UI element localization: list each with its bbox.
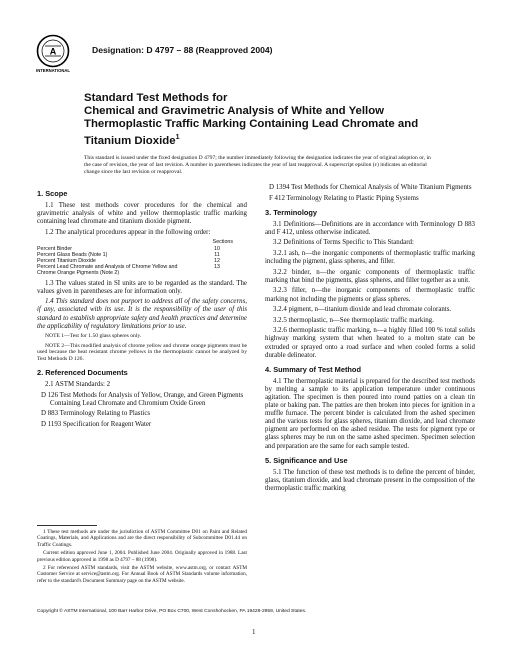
sections-row-num: 12	[214, 258, 220, 265]
para-1-3: 1.3 The values stated in SI units are to be regarded as the standard. The values given in parentheses are for information only.	[37, 279, 247, 295]
reference-item: D 126 Test Methods for Analysis of Yellow, Orange, and Green Pigments Containing Lead Chromate and Chromium Oxide Green	[41, 391, 244, 407]
para-1-4: 1.4 This standard does not purport to address all of the safety concerns, if any, associated with its use. It is the responsibility of the user of this standard to establish appropriate safety and health practices and determine the applicability of regulatory limitations prior to use.	[37, 298, 247, 330]
para-3-2: 3.2 Definitions of Terms Specific to This Standard:	[273, 239, 414, 247]
para-3-2-4: 3.2.4 pigment, n—titanium dioxide and lead chromate colorants.	[273, 306, 452, 314]
footnote: Current edition approved June 1, 2004. Published June 2004. Originally approved in 1988. Last previous edition approved in 1998 as D 4797 – 88 (1998).	[37, 550, 247, 563]
para-5-1: 5.1 The function of these test methods is to define the percent of binder, glass, titanium dioxide, and lead chromate present in the composition of the thermoplastic traffic marking	[265, 468, 475, 492]
sections-row-num: 11	[214, 251, 220, 258]
para-1-1: 1.1 These test methods cover procedures for the chemical and gravimetric analysis of white and yellow thermoplastic traffic marking containing lead chromate and titanium dioxide pigment.	[37, 202, 247, 226]
para-3-2-5: 3.2.5 thermoplastic, n—See thermoplastic traffic marking.	[273, 316, 434, 324]
issuance-note: This standard is issued under the fixed designation D 4797; the number immediately following the designation indicates the year of original adoption or, in the case of revision, the year of last revision. A number in parentheses indicates the year of last reapproval. A superscript epsilon (ε) indicates an editorial change since the last revision or reapproval.	[84, 155, 431, 176]
para-3-2-3: 3.2.3 filler, n—the inorganic components of thermoplastic traffic marking not including the pigments or glass spheres.	[265, 287, 475, 303]
note-1: NOTE 1—Test for 1.50 glass spheres only.	[45, 333, 142, 340]
sections-row-num: 10	[214, 245, 220, 252]
section-heading-referenced-documents: 2. Referenced Documents	[37, 367, 128, 377]
reference-item: D 883 Terminology Relating to Plastics	[41, 410, 151, 418]
sections-row	[37, 264, 247, 276]
para-3-2-2: 3.2.2 binder, n—the organic components of thermoplastic traffic marking that bind the pigments, glass spheres, and filler together as a unit.	[265, 268, 475, 284]
sections-row-name: Percent Titanium Dioxide	[37, 258, 96, 265]
document-title	[84, 92, 464, 148]
sections-table	[37, 239, 247, 276]
astm-logo	[36, 34, 70, 74]
section-heading-terminology: 3. Terminology	[265, 207, 318, 217]
sections-row-name: Percent Binder	[37, 245, 73, 252]
sections-header: Sections	[212, 239, 233, 246]
para-1-2: 1.2 The analytical procedures appear in the following order:	[45, 228, 211, 236]
para-3-2-6: 3.2.6 thermoplastic traffic marking, n—a highly filled 100 % total solids highway marking system that when heated to a molten state can be extruded or sprayed onto a road surface and when cooled forms a solid durable delineator.	[265, 327, 475, 359]
title-main: Chemical and Gravimetric Analysis of White and Yellow Thermoplastic Traffic Marking Containing Lead Chromate and Titanium Dioxide	[84, 105, 419, 147]
svg-text:A: A	[49, 46, 57, 57]
section-heading-scope: 1. Scope	[37, 189, 68, 198]
para-4-1: 4.1 The thermoplastic material is prepared for the described test methods by melting a sample to its application temperature under continuous agitation. The specimen is then poured into round patties on a clean tin plate or baking pan. The patties are then broken into pieces for ignition in a muffle furnace. The percent binder is calculated from the ashed specimen and the various tests for glass spheres, titanium dioxide, and lead chromate pigment are performed on the ashed residue. The tests for pigment type or glass spheres may be run on the same ashed specimen. Specimen selection and preparation are the same for each sample tested.	[265, 377, 475, 450]
sections-row-name: Percent Glass Beads (Note 1)	[37, 251, 108, 258]
sections-row-num: 13	[214, 264, 220, 271]
sections-row-name: Percent Lead Chromate and Analysis of Chrome Yellow and Chrome Orange Pigments (Note 2)	[37, 264, 178, 277]
reference-item: F 412 Terminology Relating to Plastic Piping Systems	[269, 194, 419, 202]
footnotes	[37, 529, 247, 586]
footnote: 2 For referenced ASTM standards, visit the ASTM website, www.astm.org, or contact ASTM Customer Service at service@astm.org. For Annual Book of ASTM Standards volume information, refer to the standard's Document Summary page on the ASTM website.	[37, 565, 247, 584]
left-column	[37, 184, 247, 432]
title-footnote-mark: 1	[175, 134, 180, 141]
reference-item: D 1193 Specification for Reagent Water	[41, 420, 152, 428]
para-2-1: 2.1 ASTM Standards: 2	[45, 381, 111, 389]
page-number: 1	[252, 628, 256, 636]
section-heading-summary: 4. Summary of Test Method	[265, 364, 361, 374]
copyright-line: Copyright © ASTM International, 100 Barr Harbor Drive, PO Box C700, West Conshohocken, PA 19428-2959, United States.	[37, 609, 307, 614]
reference-item: D 1394 Test Methods for Chemical Analysis of White Titanium Pigments	[269, 184, 472, 191]
right-column	[265, 184, 475, 496]
footnote-divider	[37, 525, 97, 526]
note-2: NOTE 2—This modified analysis of chrome yellow and chrome orange pigments must be used because the heat resistant chrome yellows in the thermoplastic cannot be analyzed by Test Methods D 126.	[37, 342, 247, 363]
designation: Designation: D 4797 – 88 (Reapproved 2004)	[92, 45, 273, 55]
logo-text: INTERNATIONAL	[36, 68, 70, 73]
section-heading-significance: 5. Significance and Use	[265, 455, 348, 465]
para-3-2-1: 3.2.1 ash, n—the inorganic components of thermoplastic traffic marking including the pigment, glass spheres, and filler.	[265, 250, 475, 266]
footnote: 1 These test methods are under the jurisdiction of ASTM Committee D01 on Paint and Related Coatings, Materials, and Applications and are the direct responsibility of Subcommittee D01.44 on Traffic Coatings.	[37, 529, 247, 548]
para-3-1: 3.1 Definitions—Definitions are in accordance with Terminology D 883 and F 412, unless otherwise indicated.	[265, 220, 475, 236]
title-standard-line: Standard Test Methods for	[84, 92, 228, 104]
